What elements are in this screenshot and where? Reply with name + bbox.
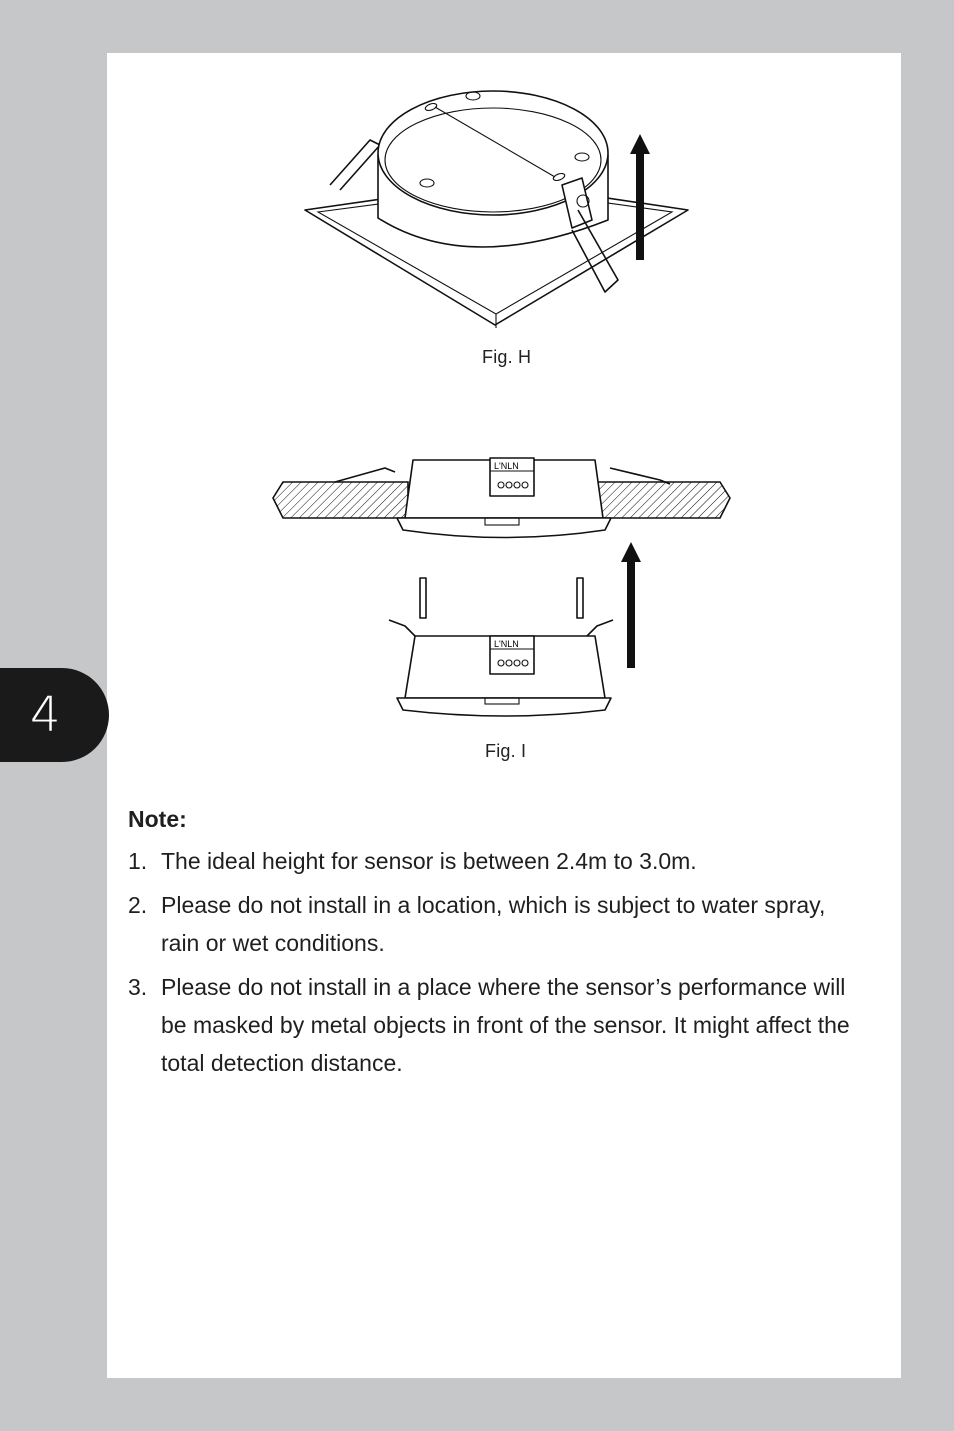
note-item-number: 1.: [128, 848, 148, 874]
fig-h-illustration: [300, 70, 700, 340]
note-item: [128, 886, 868, 962]
page-number: 4: [30, 687, 61, 743]
fig-i-terminal-label-top: L'NLN: [494, 461, 519, 471]
note-item-number: 2.: [128, 892, 148, 918]
note-item-text: Please do not install in a place where the sensor’s performance will be masked by metal objects in front of the sensor. It might affect the total detection distance.: [161, 974, 850, 1076]
note-section: [128, 800, 868, 1088]
note-item: [128, 842, 868, 880]
note-list: [128, 842, 868, 1082]
fig-h-caption: Fig. H: [482, 347, 532, 367]
fig-i-illustration: [265, 450, 745, 725]
fig-i-terminal-label-bottom: L'NLN: [494, 639, 519, 649]
note-item: [128, 968, 868, 1082]
note-title: Note:: [128, 806, 187, 832]
fig-i-caption: Fig. I: [485, 741, 527, 761]
note-item-number: 3.: [128, 974, 148, 1000]
note-item-text: The ideal height for sensor is between 2.4m to 3.0m.: [161, 848, 697, 874]
page-number-tab: [0, 668, 109, 762]
note-item-text: Please do not install in a location, which is subject to water spray, rain or wet conditions.: [161, 892, 826, 956]
